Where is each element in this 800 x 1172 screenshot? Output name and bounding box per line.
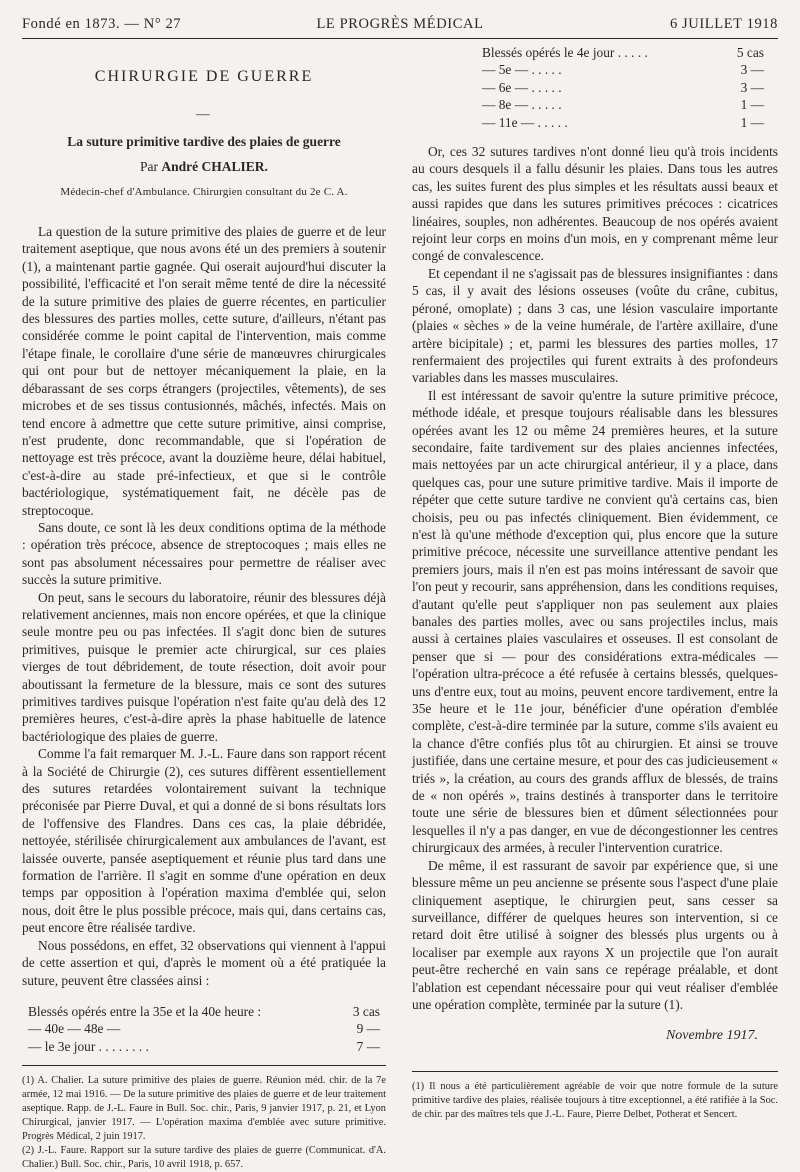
case-count: 7 — xyxy=(356,1038,380,1054)
footnote: (1) Il nous a été particulièrement agréable de voir que notre formule de la suture primitive tardive des plaies, réalisée toujours à titre exceptionnel, a été ratifiée à la Soc. de chir. par des maîtres tels que J.-L. Faure, Pierre Delbet, Potherat et Sencert. xyxy=(412,1080,778,1120)
case-row xyxy=(412,96,778,113)
title-separator: — xyxy=(196,106,212,122)
paragraph: La question de la suture primitive des plaies de guerre et de leur traitement aseptique, que nous avons été un des premiers à soutenir (1), a maintenant partie gagnée. Qui oserait aujourd'hui discuter la possibilité, l'efficacité et l'on serait même tenté de dire la nécessité de la suture primitive des plaies de guerre récentes, en particulier des blessures des parties molles, cette suture, d'ailleurs, n'étant pas considérée comme le point capital de l'intervention, mais comme l'étape finale, le corollaire d'une série de manœuvres chirurgicales qui ont pour but de nettoyer mécaniquement la plaie, en la débarassant de ses corps étrangers (projectiles, vêtements), de ses microbes et de ses tissus contusionnés, mâchés, infectés. Mais on tend encore à admettre que cette suture primitive, ainsi comprise, n'est prudente, donc recommandable, que si l'opération de nettoyage est très précoce, avant la douzième heure, délai habituel, c'est-à-dire au stade pré-infectieux, et que si le contrôle bactériologique, systématiquement fait, ne décèle pas de streptocoque. xyxy=(22,224,386,518)
case-count: 9 — xyxy=(356,1021,380,1037)
paragraph: Nous possédons, en effet, 32 observations qui viennent à l'appui de cette assertion et qui, d'après le moment où a été pratiquée la suture, peuvent être classées ainsi : xyxy=(22,937,386,988)
case-row xyxy=(412,61,778,78)
case-table-left xyxy=(22,1003,386,1055)
article-date: Novembre 1917. xyxy=(665,1028,758,1044)
case-count: 1 — xyxy=(740,97,764,113)
case-row xyxy=(412,44,778,61)
case-count: 3 cas xyxy=(352,1003,380,1019)
paragraph: Or, ces 32 sutures tardives n'ont donné lieu qu'à trois incidents au cours desquels il a fallu désunir les plaies. Dans tous les autres cas, les suites furent des plus simples et les résultats aussi beaux et aussi rapides que dans les sutures primitives précoces : cicatrices linéaires, souples, non adhérentes. Beaucoup de nos opérés avaient rejoint leur corps en moins d'un mois, en y comprenant même leur congé de convalescence. xyxy=(412,144,778,264)
author-name: André CHALIER. xyxy=(161,159,268,175)
case-label: — le 3e jour . . . . . . . . xyxy=(28,1038,149,1054)
paragraph: On peut, sans le secours du laboratoire, réunir des blessures déjà relativement anciennes, mais non encore opérées, et que la clinique seule montre peu ou pas infectées. Il s'agit donc bien de sutures primitives, puisque le premier acte chirurgical, sur ces plaies vierges de tout débridement, de toute résection, doit avoir pour aboutissant la fermeture de la blessure, mais ce sont des sutures primitives tardives puisque l'opération n'est faite qu'au delà des 12 premières heures, c'est-à-dire après la phase habituelle de latence bactériologique des plaies de guerre. xyxy=(22,589,386,744)
founding-issue-label: Fondé en 1873. — N° 27 xyxy=(22,16,182,32)
case-label: — 6e — . . . . . xyxy=(482,79,562,95)
case-label: — 5e — . . . . . xyxy=(482,62,562,78)
paragraph: Sans doute, ce sont là les deux conditions optima de la méthode : opération très précoce, absence de streptocoques ; mais elles ne sont pas absolument nécessaires pour permettre de réaliser avec succès la suture primitive. xyxy=(22,519,386,588)
byline-prefix: Par xyxy=(140,159,159,175)
case-row xyxy=(22,1003,386,1020)
paragraph: Et cependant il ne s'agissait pas de blessures insignifiantes : dans 5 cas, il y avait des lésions osseuses (voûte du crâne, cubitus, péroné, omoplate) ; dans 3 cas, une lésion vasculaire importante (plaies « sèches » de la veine humérale, de l'artère axillaire, d'une artère bicipitale) ; et, parmi les blessures des parties molles, 17 renfermaient des projectiles qui furent extraits à des profondeurs variables dans les masses musculaires. xyxy=(412,265,778,386)
case-label: Blessés opérés entre la 35e et la 40e heure : xyxy=(28,1003,262,1019)
case-count: 5 cas xyxy=(736,45,764,60)
case-row xyxy=(412,79,778,96)
paragraph: De même, il est rassurant de savoir par expérience que, si une blessure même un peu ancienne se présente sous l'aspect d'une plaie cliniquement aseptique, le chirurgien peut, sans cesser sa surveillance, différer de quelques heures son intervention, si ce retard doit être utilisé à soigner des blessés plus urgents ou à localiser par exemple aux rayons X un projectile que l'on aurait peut-être recherché en vain sans ce repérage préalable, et dont l'ablation est cependant nécessaire pour qui veut réaliser d'emblée une opération complète, terminée par la suture (1). xyxy=(412,857,778,1012)
case-row xyxy=(412,114,778,131)
left-column xyxy=(22,44,386,1171)
paragraph: Il est intéressant de savoir qu'entre la suture primitive précoce, méthode idéale, et presque toujours réalisable dans les blessures opérées avant les 12 ou même 24 premières heures, et la suture secondaire, faite tardivement sur des plaies anciennes infectées, mais nettoyées par un acte chirurgical antérieur, il y a place, dans quelques cas, pour une suture primitive tardive. Mais il importe de répéter que cette suture tardive ne convient qu'à certains cas, bien choisis, peu ou pas infectés cliniquement. Bien évidemment, ce n'est là qu'une méthode d'exception qui, plus encore que la suture primitive précoce, nécessite une surveillance attentive pendant les premiers jours, mais il n'en est pas moins intéressant de savoir que l'on peut y recourir, sans appréhension, dans les conditions requises, d'autant qu'elle peut s'appliquer non pas seulement aux plaies banales des parties molles, avec ou sans projectiles inclus, mais aussi à certaines plaies vasculaires et osseuses. Il est consolant de penser que si — pour des considérations extra-médicales — l'opération ultra-précoce a été refusée à certains blessés, quelques-uns d'entre eux, tout au moins, peuvent encore tardivement, entre la 35e heure et le 11e jour, bénéficier d'une opération d'emblée complète, c'est-à-dire terminée par la suture, comme s'ils avaient eu la chance d'être confiés plus tôt au chirurgien. Et ainsi se trouve justifiée, dans une certaine mesure, et pour des cas judicieusement « triés », la création, au cours des grands afflux de blessés, de trains de « non opérés », trains destinés à transporter dans le territoire toute une série de blessures bien et dûment sélectionnées pour lesquelles il n'y a pas danger, en vue de décongestionner les centres chirurgicaux des armées, à reculer l'intervention curatrice. xyxy=(412,387,778,856)
footnote: (2) J.-L. Faure. Rapport sur la suture tardive des plaies de guerre (Communicat. d'A. Chalier.) Bull. Soc. chir., Paris, 10 avril 1918, p. 657. xyxy=(22,1145,386,1171)
case-count: 3 — xyxy=(740,79,764,95)
header-rule xyxy=(22,38,778,39)
case-count: 1 — xyxy=(740,114,764,130)
section-title: CHIRURGIE DE GUERRE xyxy=(94,68,314,85)
paragraph: Comme l'a fait remarquer M. J.-L. Faure dans son rapport récent à la Société de Chirurgie (2), ces sutures diffèrent essentiellement des sutures retardées volontairement suivant la technique préconisée par Pierre Duval, et qui a donné de si bons résultats lors de l'offensive des Flandres. Dans ces cas, la plaie débridée, nettoyée, stérilisée chirurgicalement aux ambulances de l'avant, est laissée ouverte, pansée aseptiquement et réunie plus tard dans une formation de l'arrière. Il s'agit en somme d'une opération en deux temps par opposition à l'opération maxima d'emblée qui, selon nous, doit être le plus possible précoce, mais qui, dans certains cas, peut encore être réalisée tardive. xyxy=(22,746,386,936)
case-label: — 8e — . . . . . xyxy=(482,97,562,113)
case-table-right xyxy=(412,44,778,131)
journal-title: LE PROGRÈS MÉDICAL xyxy=(316,16,484,32)
page-header xyxy=(22,14,778,36)
case-row xyxy=(22,1020,386,1037)
case-count: 3 — xyxy=(740,62,764,78)
footnote-rule xyxy=(412,1071,778,1072)
byline xyxy=(22,158,386,175)
right-column xyxy=(412,44,778,1120)
footnote: (1) A. Chalier. La suture primitive des plaies de guerre. Réunion méd. chir. de la 7e armée, 12 mai 1916. — De la suture primitive des plaies de guerre et de leur traitement aseptique. Rapp. de J.-L. Faure in Bull. Soc. chir., Paris, 9 janvier 1917, p. 21, et Lyon Chirurgical, janvier 1917. — L'opération maxima d'emblée avec suture primitive. Progrès Médical, 2 juin 1917. xyxy=(22,1075,386,1143)
case-row xyxy=(22,1038,386,1055)
case-label: Blessés opérés le 4e jour . . . . . xyxy=(482,45,648,60)
footnote-rule xyxy=(22,1065,386,1066)
case-label: — 11e — . . . . . xyxy=(482,114,568,130)
article-title: La suture primitive tardive des plaies de guerre xyxy=(67,133,341,149)
author-affiliation: Médecin-chef d'Ambulance. Chirurgien consultant du 2e C. A. xyxy=(60,185,348,198)
issue-date: 6 JUILLET 1918 xyxy=(669,16,778,32)
case-label: — 40e — 48e — xyxy=(28,1021,121,1037)
